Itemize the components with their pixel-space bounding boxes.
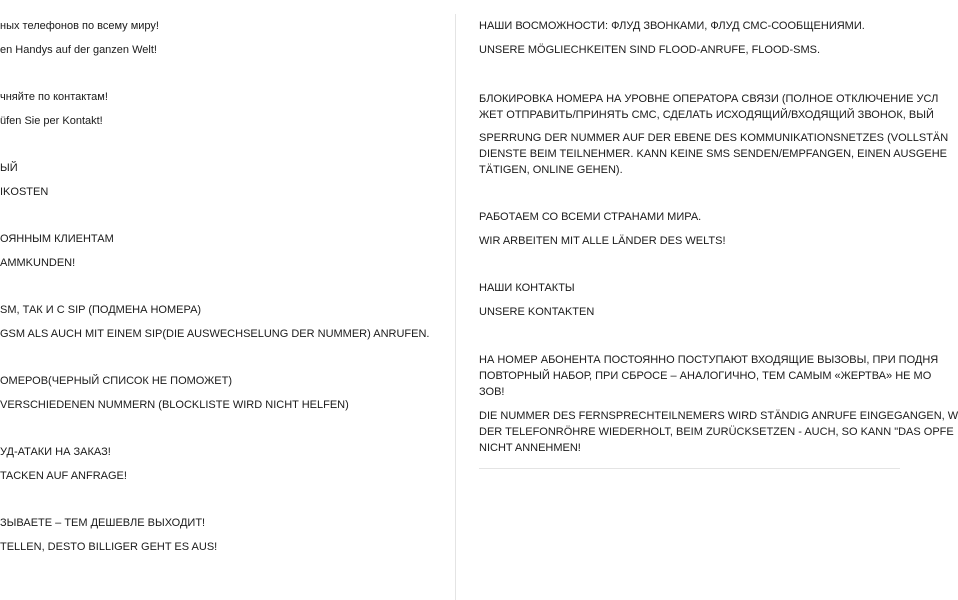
text-line: VERSCHIEDENEN NUMMERN (BLOCKLISTE WIRD NICHT HELFEN) (0, 399, 349, 411)
text-line: НАШИ ВОСМОЖНОСТИ: ФЛУД ЗВОНКАМИ, ФЛУД СМС-СООБЩЕНИЯМИ. (479, 20, 865, 32)
text-line: ных телефонов по всему миру! (0, 20, 159, 32)
text-line: ЫЙ (0, 162, 18, 174)
right-text-column (479, 0, 958, 600)
text-line: WIR ARBEITEN MIT ALLE LÄNDER DES WELTS! (479, 235, 726, 247)
text-line: UNSERE MÖGLIECHKEITEN SIND FLOOD-ANRUFE, FLOOD-SMS. (479, 44, 821, 56)
text-line: GSM ALS AUCH MIT EINEM SIP(DIE AUSWECHSELUNG DER NUMMER) ANRUFEN. (0, 328, 430, 340)
text-line: SPERRUNG DER NUMMER AUF DER EBENE DES KOMMUNIKATIONSNETZES (VOLLSTÄN (479, 132, 949, 144)
text-line: en Handys auf der ganzen Welt! (0, 44, 157, 56)
text-line: НАШИ КОНТАКТЫ (479, 282, 575, 294)
text-line: IKOSTEN (0, 186, 49, 198)
text-line: UNSERE KONTAKTEN (479, 306, 595, 318)
text-line: РАБОТАЕМ СО ВСЕМИ СТРАНАМИ МИРА. (479, 211, 702, 223)
text-line: ПОВТОРНЫЙ НАБОР, ПРИ СБРОСЕ – АНАЛОГИЧНО, ТЕМ САМЫМ «ЖЕРТВА» НЕ МО (479, 370, 932, 382)
text-line: NICHT ANNEHMEN! (479, 442, 581, 454)
text-line: ЗЫВАЕТЕ – ТЕМ ДЕШЕВЛЕ ВЫХОДИТ! (0, 517, 206, 529)
text-line: TÄTIGEN, ONLINE GEHEN). (479, 164, 623, 176)
text-line: ОЯННЫМ КЛИЕНТАМ (0, 233, 114, 245)
text-line: üfen Sie per Kontakt! (0, 115, 103, 127)
text-line: НА НОМЕР АБОНЕНТА ПОСТОЯННО ПОСТУПАЮТ ВХОДЯЩИЕ ВЫЗОВЫ, ПРИ ПОДНЯ (479, 354, 939, 366)
text-line: ОМЕРОВ(ЧЕРНЫЙ СПИСОК НЕ ПОМОЖЕТ) (0, 375, 232, 387)
text-line: ЗОВ! (479, 386, 505, 398)
text-line: AMMKUNDEN! (0, 257, 76, 269)
text-line: ЖЕТ ОТПРАВИТЬ/ПРИНЯТЬ СМС, СДЕЛАТЬ ИСХОДЯЩИЙ/ВХОДЯЩИЙ ЗВОНОК, ВЫЙ (479, 109, 934, 121)
left-text-column (0, 0, 450, 600)
text-line: DIE NUMMER DES FERNSPRECHTEILNEMERS WIRD STÄNDIG ANRUFE EINGEGANGEN, W (479, 410, 958, 422)
text-line: чняйте по контактам! (0, 91, 108, 103)
text-line: DIENSTE BEIM TEILNEHMER. KANN KEINE SMS SENDEN/EMPFANGEN, EINEN AUSGEHE (479, 148, 948, 160)
text-line: SM, ТАК И С SIP (ПОДМЕНА НОМЕРА) (0, 304, 202, 316)
text-line: TACKEN AUF ANFRAGE! (0, 470, 127, 482)
column-divider (455, 14, 456, 600)
text-line: TELLEN, DESTO BILLIGER GEHT ES AUS! (0, 541, 218, 553)
text-line: УД-АТАКИ НА ЗАКАЗ! (0, 446, 111, 458)
text-line: БЛОКИРОВКА НОМЕРА НА УРОВНЕ ОПЕРАТОРА СВЯЗИ (ПОЛНОЕ ОТКЛЮЧЕНИЕ УСЛ (479, 93, 939, 105)
text-line: DER TELEFONRÖHRE WIEDERHOLT, BEIM ZURÜCKSETZEN - AUCH, SO KANN "DAS OPFE (479, 426, 954, 438)
section-divider (479, 468, 900, 469)
